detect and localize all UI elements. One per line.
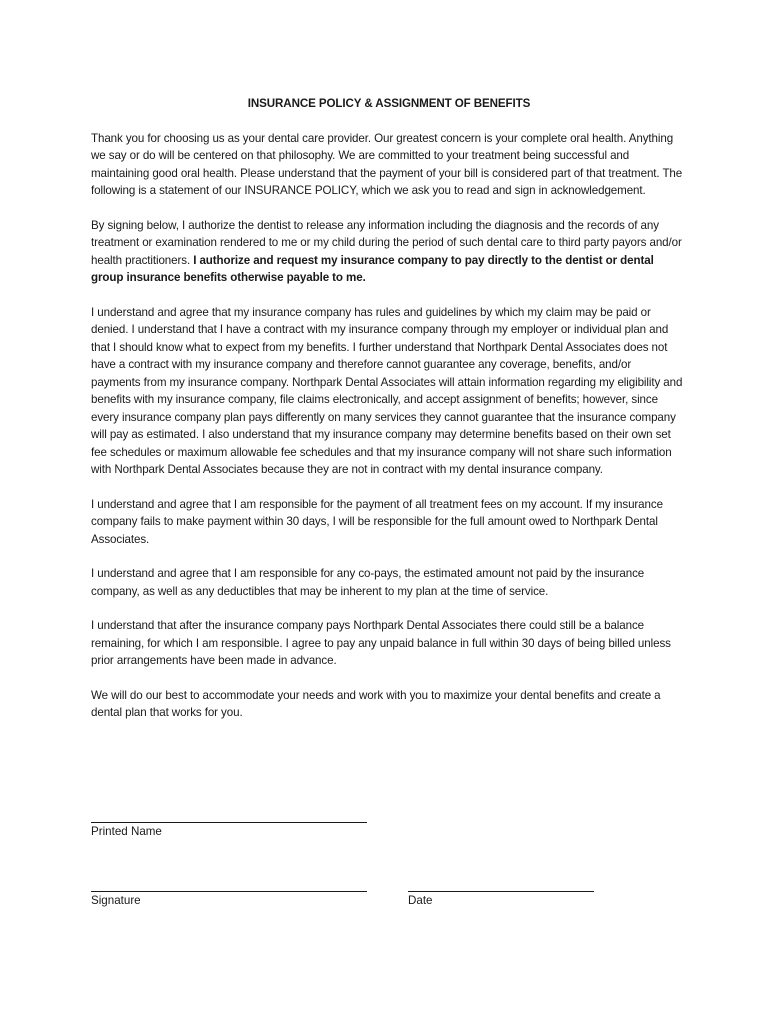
authorization-paragraph [91, 217, 683, 287]
signature-label: Signature [91, 894, 141, 907]
signature-line[interactable] [91, 891, 367, 892]
authorization-text: By signing below, I authorize the dentist to release any information including the diagnosis and the records of any treatment or examination rendered to me or my child during the period of such dental care to third party payors and/or health practitioners. [91, 218, 682, 267]
printed-name-label: Printed Name [91, 825, 162, 838]
intro-paragraph: Thank you for choosing us as your dental care provider. Our greatest concern is your complete oral health. Anything we say or do will be centered on that philosophy. We are committed to your treatment being successful and maintaining good oral health. Please understand that the payment of your bill is considered part of that treatment. The following is a statement of our INSURANCE POLICY, which we ask you to read and sign in acknowledgement. [91, 131, 683, 197]
balance-paragraph: I understand that after the insurance company pays Northpark Dental Associates there could still be a balance remaining, for which I am responsible. I agree to pay any unpaid balance in full within 30 days of being billed unless prior arrangements have been made in advance. [91, 619, 671, 667]
date-label: Date [408, 894, 433, 907]
date-line[interactable] [408, 891, 594, 892]
document-title: INSURANCE POLICY & ASSIGNMENT OF BENEFITS [247, 97, 531, 110]
insurance-rules-paragraph: I understand and agree that my insurance company has rules and guidelines by which my claim may be paid or denied. I understand that I have a contract with my insurance company through my employer or individual plan and that I should know what to expect from my benefits. I further understand that Northpark Dental Associates does not have a contract with my insurance company and therefore cannot guarantee any coverage, benefits, and/or payments from my insurance company. Northpark Dental Associates will attain information regarding my eligibility and benefits with my insurance company, file claims electronically, and accept assignment of benefits; however, since every insurance company plan pays differently on many services they cannot guarantee that the insurance company will pay as estimated. I also understand that my insurance company may determine benefits based on their own set fee schedules or maximum allowable fee schedules and that my insurance company will not share such information with Northpark Dental Associates because they are not in contract with my dental insurance company. [91, 305, 683, 476]
authorization-bold-text: I authorize and request my insurance company to pay directly to the dentist or dental group insurance benefits otherwise payable to me. [91, 253, 654, 284]
copay-paragraph: I understand and agree that I am responsible for any co-pays, the estimated amount not paid by the insurance company, as well as any deductibles that may be inherent to my plan at the time of service. [91, 567, 645, 598]
document-body [91, 95, 683, 739]
closing-paragraph: We will do our best to accommodate your needs and work with you to maximize your dental benefits and create a dental plan that works for you. [91, 688, 661, 719]
printed-name-line[interactable] [91, 822, 367, 823]
payment-responsibility-paragraph: I understand and agree that I am responsible for the payment of all treatment fees on my account. If my insurance company fails to make payment within 30 days, I will be responsible for the full amount owed to Northpark Dental Associates. [91, 497, 663, 546]
